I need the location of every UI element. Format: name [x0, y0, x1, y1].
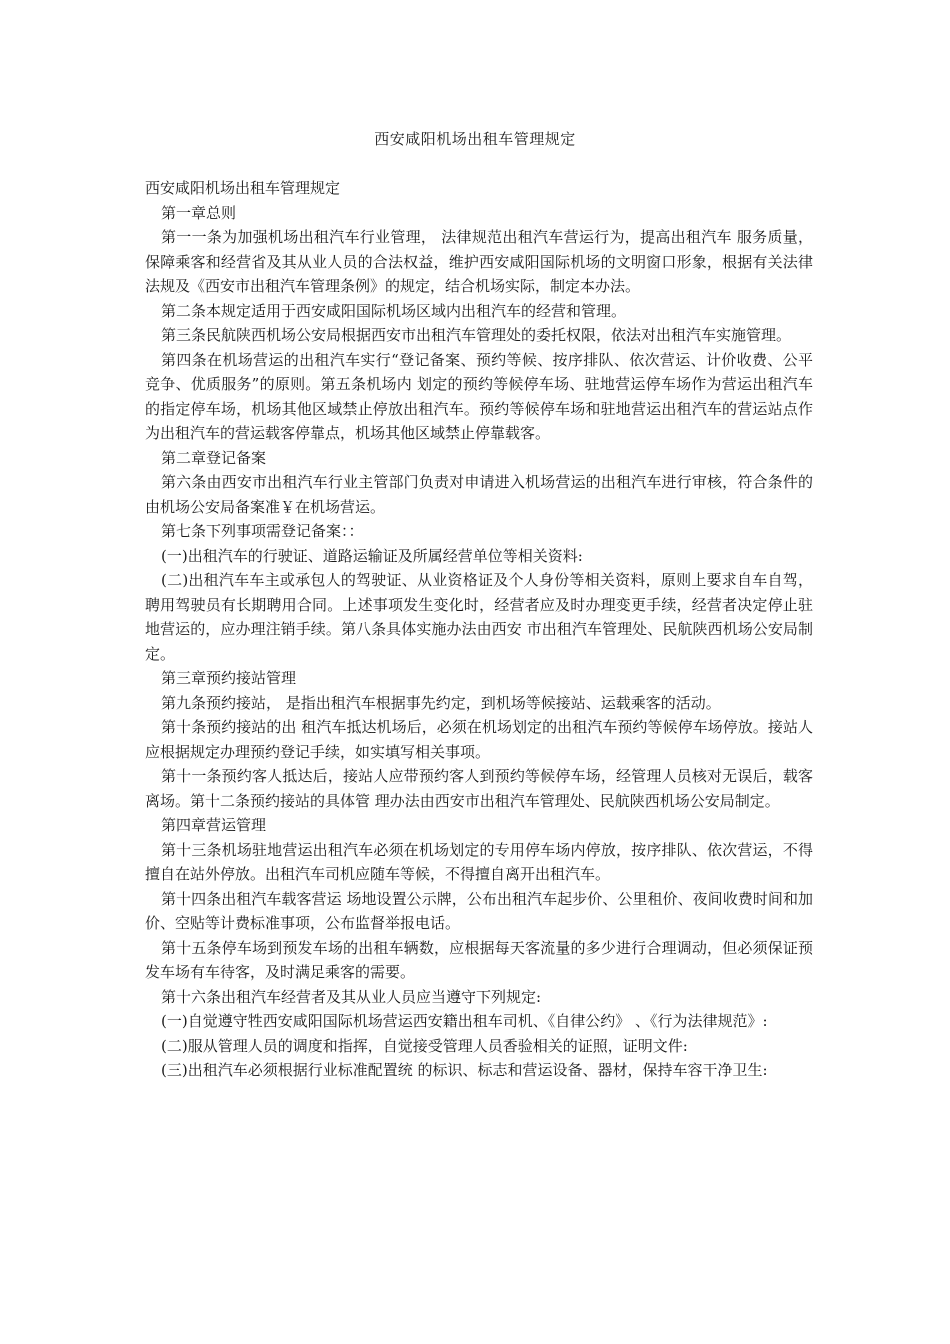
paragraph: (二)出租汽车车主或承包人的驾驶证、从业资格证及个人身份等相关资料，原则上要求自车自驾，聘用驾驶员有长期聘用合同。上述事项发生变化时，经营者应及时办理变更手续，经营者决定停止驻地营运的，应办理注销手续。第八条具体实施办法由西安 市出租汽车管理处、民航陕西机场公安局制定。	[145, 571, 813, 663]
paragraph: 第一一条为加强机场出租汽车行业管理， 法律规范出租汽车营运行为，提高出租汽车 服务质量，保障乘客和经营省及其从业人员的合法权益，维护西安咸阳国际机场的文明窗口形象，根据有关法律法规及《西安市出租汽车管理条例》的规定，结合机场实际，制定本办法。	[145, 228, 813, 295]
chapter-heading: 第一章总则	[161, 203, 237, 222]
paragraph: 第十六条出租汽车经营者及其从业人员应当遵守下列规定:	[161, 987, 542, 1006]
paragraph: 第六条由西安市出租汽车行业主管部门负责对申请进入机场营运的出租汽车进行审核，符合条件的由机场公安局备案准￥在机场营运。	[145, 473, 813, 516]
paragraph: 第七条下列事项需登记备案：：	[161, 522, 364, 540]
document-title: 西安咸阳机场出租车管理规定	[374, 130, 576, 148]
chapter-heading: 第二章登记备案	[161, 448, 267, 467]
paragraph: 第十四条出租汽车载客营运 场地设置公示牌，公布出租汽车起步价、公里租价、夜间收费时间和加价、空贴等计费标准事项，公布监督举报电话。	[145, 889, 813, 932]
paragraph: (一)出租汽车的行驶证、道路运输证及所属经营单位等相关资料:	[161, 546, 583, 565]
paragraph: 第九条预约接站， 是指出租汽车根据事先约定，到机场等候接站、运载乘客的活动。	[161, 693, 721, 712]
paragraph: 第十三条机场驻地营运出租汽车必须在机场划定的专用停车场内停放，按序排队、依次营运，不得擅自在站外停放。出租汽车司机应随车等候，不得擅自离开出租汽车。	[145, 840, 813, 883]
paragraph: 第十五条停车场到预发车场的出租车辆数，应根据每天客流量的多少进行合理调动，但必须保证预发车场有车待客，及时满足乘客的需要。	[145, 938, 813, 981]
document-subtitle: 西安咸阳机场出租车管理规定	[145, 179, 341, 197]
paragraph: 第四条在机场营运的出租汽车实行“登记备案、预约等候、按序排队、依次营运、计价收费、公平竞争、优质服务”的原则。第五条机场内 划定的预约等候停车场、驻地营运停车场作为营运出租汽车的指定停车场，机场其他区域禁止停放出租汽车。预约等候停车场和驻地营运出租汽车的营运站点作为出租汽车的营运载客停靠点，机场其他区域禁止停靠载客。	[145, 350, 813, 442]
paragraph: 第三条民航陕西机场公安局根据西安市出租汽车管理处的委托权限，依法对出租汽车实施管理。	[161, 326, 792, 344]
chapter-heading: 第四章营运管理	[161, 816, 267, 834]
paragraph: (一)自觉遵守牲西安咸阳国际机场营运西安籍出租车司机、《自律公约》 、《行为法律规范》:	[161, 1012, 768, 1030]
chapter-heading: 第三章预约接站管理	[161, 669, 297, 687]
paragraph: (二)服从管理人员的调度和指挥，自觉接受管理人员香验相关的证照，证明文件:	[161, 1036, 688, 1055]
paragraph: (三)出租汽车必须根据行业标准配置统 的标识、标志和营运设备、器材，保持车容干净卫生:	[161, 1061, 768, 1079]
paragraph: 第二条本规定适用于西安咸阳国际机场区域内出租汽车的经营和管理。	[161, 301, 627, 320]
document-body	[145, 176, 813, 1083]
paragraph: 第十条预约接站的出 租汽车抵达机场后，必须在机场划定的出租汽车预约等候停车场停放。接站人应根据规定办理预约登记手续，如实填写相关事项。	[145, 718, 813, 761]
paragraph: 第十一条预约客人抵达后，接站人应带预约客人到预约等候停车场，经管理人员核对无误后，载客离场。第十二条预约接站的具体管 理办法由西安市出租汽车管理处、民航陕西机场公安局制定。	[145, 767, 813, 810]
